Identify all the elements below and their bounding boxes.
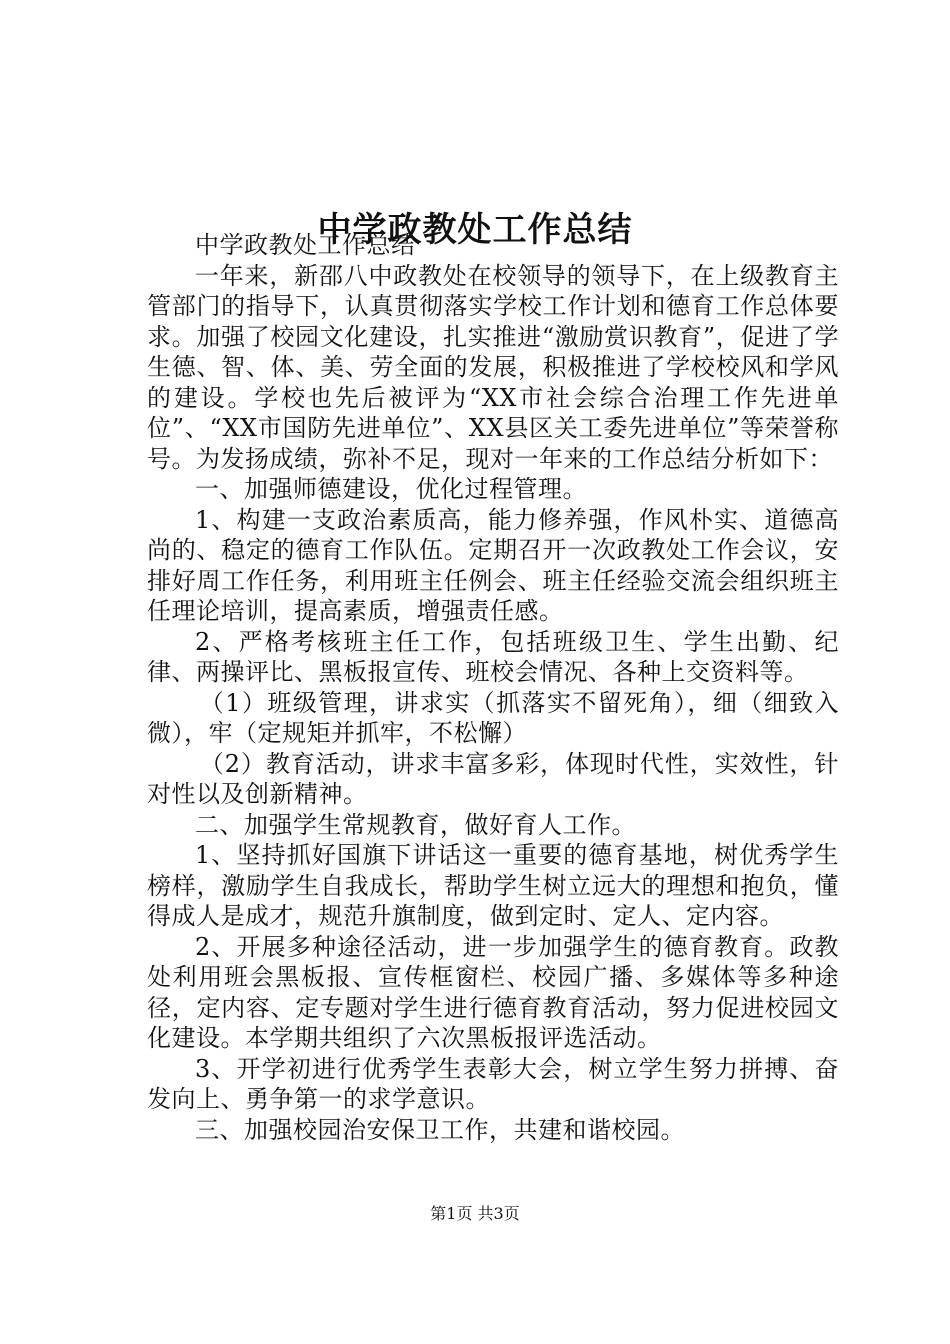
section-heading-1: 一、加强师德建设，优化过程管理。: [195, 475, 587, 503]
body-paragraph: 2、严格考核班主任工作，包括班级卫生、学生出勤、纪律、两操评比、黑板报宣传、班校会情况、各种上交资料等。: [147, 627, 839, 686]
body-paragraph: 2、开展多种途径活动，进一步加强学生的德育教育。政教处利用班会黑板报、宣传框窗栏、校园广播、多媒体等多种途径，定内容、定专题对学生进行德育教育活动，努力促进校园文化建设。本学期共组织了六次黑板报评选活动。: [147, 932, 839, 1052]
document-title: 中学政教处工作总结: [317, 209, 633, 250]
page-number-footer: 第1页 共3页: [430, 1204, 520, 1223]
intro-paragraph: 一年来，新邵八中政教处在校领导的领导下，在上级教育主管部门的指导下，认真贯彻落实学校工作计划和德育工作总体要求。加强了校园文化建设，扎实推进“激励赏识教育”，促进了学生德、智、体、美、劳全面的发展，积极推进了学校校风和学风的建设。学校也先后被评为“XX市社会综合治理工作先进单位”、“XX市国防先进单位”、XX县区关工委先进单位”等荣誉称号。为发扬成绩，弥补不足，现对一年来的工作总结分析如下：: [147, 261, 839, 473]
subtitle-paragraph: 中学政教处工作总结: [195, 231, 416, 259]
section-heading-3: 三、加强校园治安保卫工作，共建和谐校园。: [195, 1115, 685, 1144]
body-paragraph: 3、开学初进行优秀学生表彰大会，树立学生努力拼搏、奋发向上、勇争第一的求学意识。: [147, 1054, 839, 1113]
body-paragraph: 1、坚持抓好国旗下讲话这一重要的德育基地，树优秀学生榜样，激励学生自我成长，帮助学生树立远大的理想和抱负，懂得成人是成才，规范升旗制度，做到定时、定人、定内容。: [147, 841, 839, 930]
document-body: [147, 230, 839, 1145]
body-paragraph: 1、构建一支政治素质高，能力修养强，作风朴实、道德高尚的、稳定的德育工作队伍。定期召开一次政教处工作会议，安排好周工作任务，利用班主任例会、班主任经验交流会组织班主任理论培训，提高素质，增强责任感。: [147, 505, 839, 625]
section-heading-2: 二、加强学生常规教育，做好育人工作。: [195, 810, 636, 839]
sub-item-paragraph: （1）班级管理，讲求实（抓落实不留死角），细（细致入微），牢（定规矩并抓牢，不松懈）: [147, 688, 839, 747]
sub-item-paragraph: （2）教育活动，讲求丰富多彩，体现时代性，实效性，针对性以及创新精神。: [147, 749, 839, 808]
